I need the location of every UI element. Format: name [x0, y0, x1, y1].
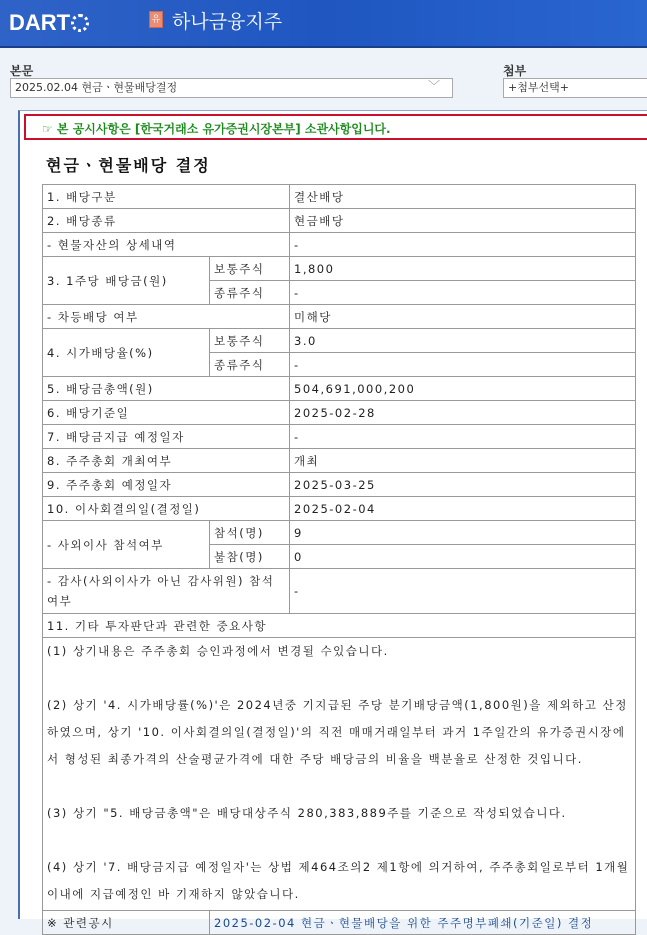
table-row — [43, 497, 636, 521]
attach-select-value: +첨부선택+ — [508, 81, 569, 94]
row-label: 3. 1주당 배당금(원) — [43, 257, 210, 305]
company-name: 하나금융지주 — [172, 11, 283, 33]
row-value: - — [290, 233, 636, 257]
row-label: 4. 시가배당율(%) — [43, 329, 210, 377]
row-label: - 차등배당 여부 — [43, 305, 290, 329]
row-label: - 현물자산의 상세내역 — [43, 233, 290, 257]
logo-text: DART — [9, 10, 71, 35]
logo-sun-icon — [71, 14, 89, 32]
table-row — [43, 233, 636, 257]
row-label: 8. 주주총회 개최여부 — [43, 449, 290, 473]
row-sublabel: 불참(명) — [210, 545, 290, 569]
body-select[interactable] — [10, 78, 453, 98]
related-disclosure-link[interactable]: 2025-02-04 현금ㆍ현물배당을 위한 주주명부폐쇄(기준일) 결정 — [210, 911, 636, 935]
dart-logo[interactable] — [9, 10, 89, 36]
chevron-down-icon: ﹀ — [427, 79, 440, 93]
note-1: (1) 상기내용은 주주총회 승인과정에서 변경될 수있습니다. — [47, 644, 389, 658]
table-row — [43, 521, 636, 545]
row-value: 9 — [290, 521, 636, 545]
note-4: (4) 상기 '7. 배당금지급 예정일자'는 상법 제464조의2 제1항에 의거하여, 주주총회일로부터 1개월이내에 지급예정인 바 기재하지 않았습니다. — [47, 860, 630, 901]
row-sublabel: 보통주식 — [210, 257, 290, 281]
table-row — [43, 257, 636, 281]
body-select-label: 본문 — [10, 64, 34, 78]
body-select-value: 2025.02.04 현금ㆍ현물배당결정 — [15, 81, 178, 94]
row-value: 2025-02-28 — [290, 401, 636, 425]
page-title: 현금ㆍ현물배당 결정 — [46, 156, 211, 175]
row-label: 5. 배당금총액(원) — [43, 377, 290, 401]
row-value: 미해당 — [290, 305, 636, 329]
related-label: ※ 관련공시 — [43, 911, 210, 935]
table-row — [43, 305, 636, 329]
row-value: 결산배당 — [290, 185, 636, 209]
row-value: - — [290, 425, 636, 449]
row-value: 현금배당 — [290, 209, 636, 233]
disclosure-table — [42, 184, 636, 935]
note-3: (3) 상기 "5. 배당금총액"은 배당대상주식 280,383,889주를 기준으로 작성되었습니다. — [47, 806, 567, 820]
row-value: 2025-03-25 — [290, 473, 636, 497]
notice-banner: ☞ 본 공시사항은 [한국거래소 유가증권시장본부] 소관사항입니다. — [24, 114, 647, 140]
row-value: 504,691,000,200 — [290, 377, 636, 401]
document-panel — [18, 110, 647, 930]
row-label: 7. 배당금지급 예정일자 — [43, 425, 290, 449]
row-label: 2. 배당종류 — [43, 209, 290, 233]
row-label: 11. 기타 투자판단과 관련한 중요사항 — [43, 614, 636, 638]
row-label: 10. 이사회결의일(결정일) — [43, 497, 290, 521]
row-sublabel: 종류주식 — [210, 281, 290, 305]
attach-select-label: 첨부 — [503, 64, 527, 78]
row-value: - — [290, 281, 636, 305]
row-sublabel: 참석(명) — [210, 521, 290, 545]
row-label: 6. 배당기준일 — [43, 401, 290, 425]
table-row — [43, 185, 636, 209]
table-row — [43, 638, 636, 911]
table-row — [43, 911, 636, 935]
row-sublabel: 보통주식 — [210, 329, 290, 353]
row-value: 0 — [290, 545, 636, 569]
table-row — [43, 209, 636, 233]
row-value: - — [290, 353, 636, 377]
notes-cell — [43, 638, 636, 911]
market-badge: 유 — [149, 11, 163, 28]
row-label: 1. 배당구분 — [43, 185, 290, 209]
table-row — [43, 377, 636, 401]
row-value: 1,800 — [290, 257, 636, 281]
row-label: 9. 주주총회 예정일자 — [43, 473, 290, 497]
table-row — [43, 614, 636, 638]
table-row — [43, 569, 636, 614]
row-sublabel: 종류주식 — [210, 353, 290, 377]
row-value: 개최 — [290, 449, 636, 473]
table-row — [43, 473, 636, 497]
row-value: - — [290, 569, 636, 614]
table-row — [43, 401, 636, 425]
table-row — [43, 449, 636, 473]
row-value: 2025-02-04 — [290, 497, 636, 521]
row-label: - 감사(사외이사가 아닌 감사위원) 참석여부 — [43, 569, 290, 614]
header-bar — [0, 0, 647, 48]
note-2: (2) 상기 '4. 시가배당률(%)'은 2024년중 기지급된 주당 분기배당금액(1,800원)을 제외하고 산정하였으며, 상기 '10. 이사회결의일(결정일)'의 직전 매매거래일부터 과거 1주일간의 유가증권시장에서 형성된 최종가격의 산술평균가격에 대한 주당 배당금의 비율을 백분율로 산정한 것입니다. — [47, 698, 628, 766]
row-label: - 사외이사 참석여부 — [43, 521, 210, 569]
row-value: 3.0 — [290, 329, 636, 353]
table-row — [43, 329, 636, 353]
table-row — [43, 425, 636, 449]
attach-select[interactable] — [503, 78, 647, 98]
